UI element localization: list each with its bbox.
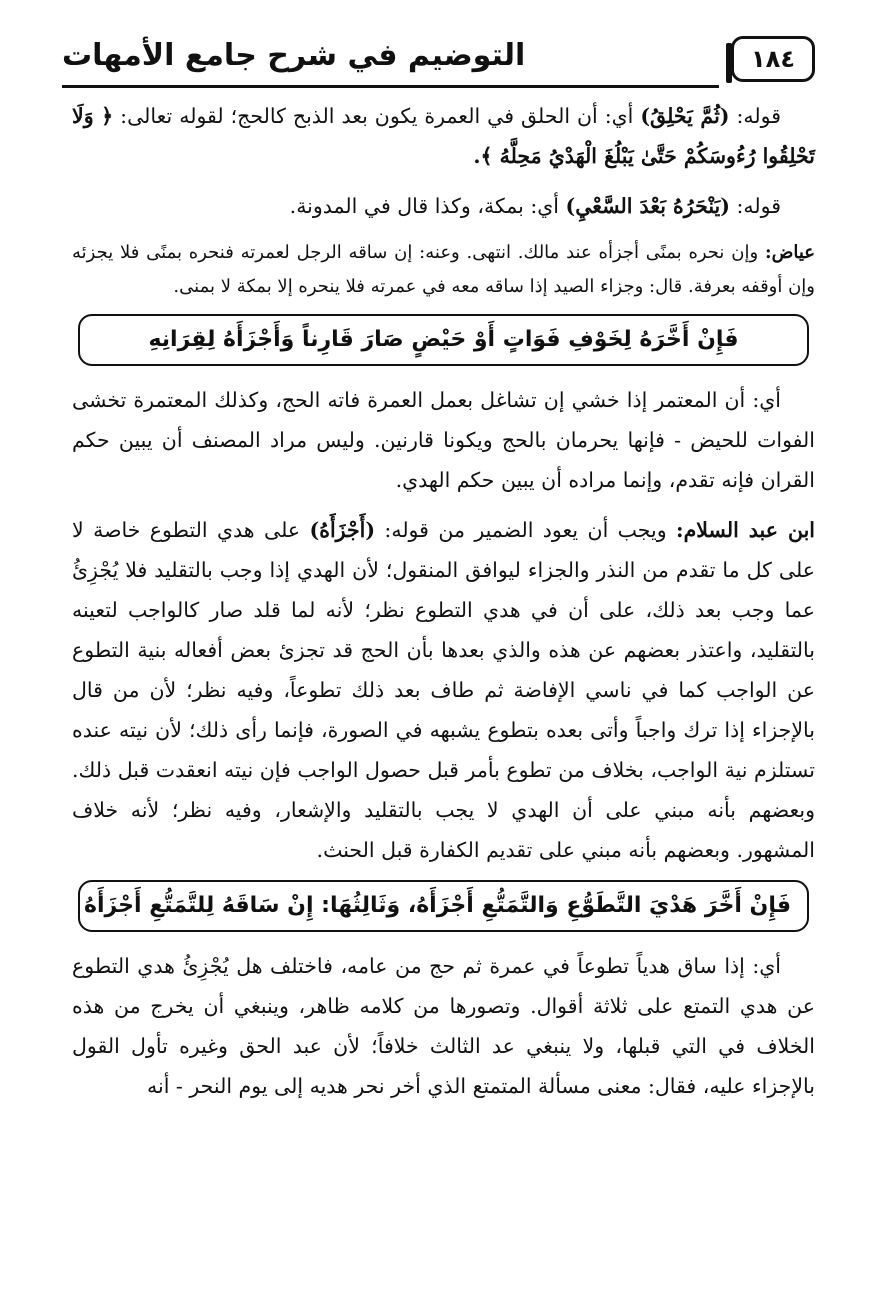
p5-text2: على هدي التطوع خاصة لا على كل ما تقدم من النذر والجزاء ليوافق المنقول؛ لأن الهدي إذا وجب بالتقليد فلا يُجْزِئُ عما وجب بعد ذلك، على أن في هدي التطوع نظر؛ لأنه لما قلد صار كالواجب لتعينه بالتقليد، واعتذر بعضهم عن هذه والذي بعدها بأن الحج قد تجزئ بعض أفعاله بنية التطوع عن الواجب كما في ناسي الإفاضة ثم طاف بعد ذلك تطوعاً، وفيه نظر؛ لأن من قال بالإجزاء إذا ترك واجباً وأتى بعده بتطوع يشبهه في الصورة، فإنما رأى ذلك؛ لأن نيته عنده تستلزم نية الواجب، بخلاف من تطوع بأمر قبل حصول الواجب فإن نيته انعقدت قبل ذلك. وبعضهم بأنه مبني على أن الهدي لا يجب بالتقليد والإشعار، وفيه نظر؛ لأنه خلاف المشهور. وبعضهم بأنه مبني على تقديم الكفارة قبل الحنث.	[72, 518, 815, 862]
p1-lead: قوله:	[729, 104, 782, 128]
book-title: التوضيم في شرح جامع الأمهات	[62, 38, 526, 73]
paragraph-4	[72, 380, 815, 500]
paragraph-1	[72, 96, 815, 176]
paragraph-3	[72, 236, 815, 304]
paragraph-5	[72, 510, 815, 870]
matn-box-1: فَإِنْ أَخَّرَهُ لِخَوْفِ فَوَاتٍ أَوْ حَيْضٍ صَارَ قَارِناً وَأَجْزَأَهُ لِقِرَانِهِ	[78, 314, 809, 366]
p6-word: يُجْزِئُ	[182, 954, 229, 978]
page-content	[72, 96, 815, 1116]
header-rule	[62, 85, 719, 88]
p3-text: وإن نحره بمنًى أجزأه عند مالك. انتهى. وعنه: إن ساقه الرجل لعمرته فنحره بمنًى فلا يجزئه وإن أوقفه بعرفة. قال: وجزاء الصيد إذا ساقه معه في عمرته فلا ينحره إلا بمكة لا بمنى.	[72, 242, 815, 297]
matn-box-2: فَإِنْ أَخَّرَ هَدْيَ التَّطَوُّعِ وَالتَّمَتُّعِ أَجْزَأَهُ، وَثَالِثُهَا: إِنْ سَاقَهُ لِلتَّمَتُّعِ أَجْزَأَهُ	[78, 880, 809, 932]
paragraph-2	[72, 186, 815, 226]
p2-quote: (يَنْحَرُهُ بَعْدَ السَّعْيِ)	[565, 194, 730, 218]
page-header	[62, 28, 815, 90]
p6-text1: أي: إذا ساق هدياً تطوعاً في عمرة ثم حج من عامه، فاختلف هل	[228, 954, 781, 978]
p4-text: أي: أن المعتمر إذا خشي إن تشاغل بعمل العمرة فاته الحج، وكذلك المعتمرة تخشى الفوات للحيض - فإنها يحرمان بالحج ويكونا قارنين. وليس مراد المصنف أن يبين حكم القران فإنه تقدم، وإنما مراده أن يبين حكم الهدي.	[72, 388, 815, 492]
p1-text: أي: أن الحلق في العمرة يكون بعد الذبح كالحج؛ لقوله تعالى:	[113, 104, 641, 128]
p5-name: ابن عبد السلام:	[676, 518, 815, 542]
paragraph-6	[72, 946, 815, 1106]
p3-name: عياض:	[764, 242, 815, 263]
page-number: ١٨٤	[731, 36, 815, 82]
p1-quote: (ثُمَّ يَحْلِقُ)	[640, 104, 730, 128]
p2-lead: قوله:	[729, 194, 781, 218]
p2-text: أي: بمكة، وكذا قال في المدونة.	[289, 194, 566, 218]
p5-text1: ويجب أن يعود الضمير من قوله:	[375, 518, 677, 542]
p6-text2: هدي التطوع عن هدي التمتع على ثلاثة أقوال. وتصورها من كلامه ظاهر، وينبغي أن يخرج من هذه الخلاف في التي قبلها، ولا ينبغي عد الثالث خلافاً؛ لأن عبد الحق وغيره تأول القول بالإجزاء عليه، فقال: معنى مسألة المتمتع الذي أخر نحر هديه إلى يوم النحر - أنه	[72, 954, 815, 1098]
p5-quote: (أَجْزَأَهُ)	[309, 518, 376, 542]
p1-ayah: ﴿ وَلَا تَحْلِقُوا رُءُوسَكُمْ حَتَّىٰ يَبْلُغَ الْهَدْيُ مَحِلَّهُ ﴾.	[72, 104, 815, 168]
